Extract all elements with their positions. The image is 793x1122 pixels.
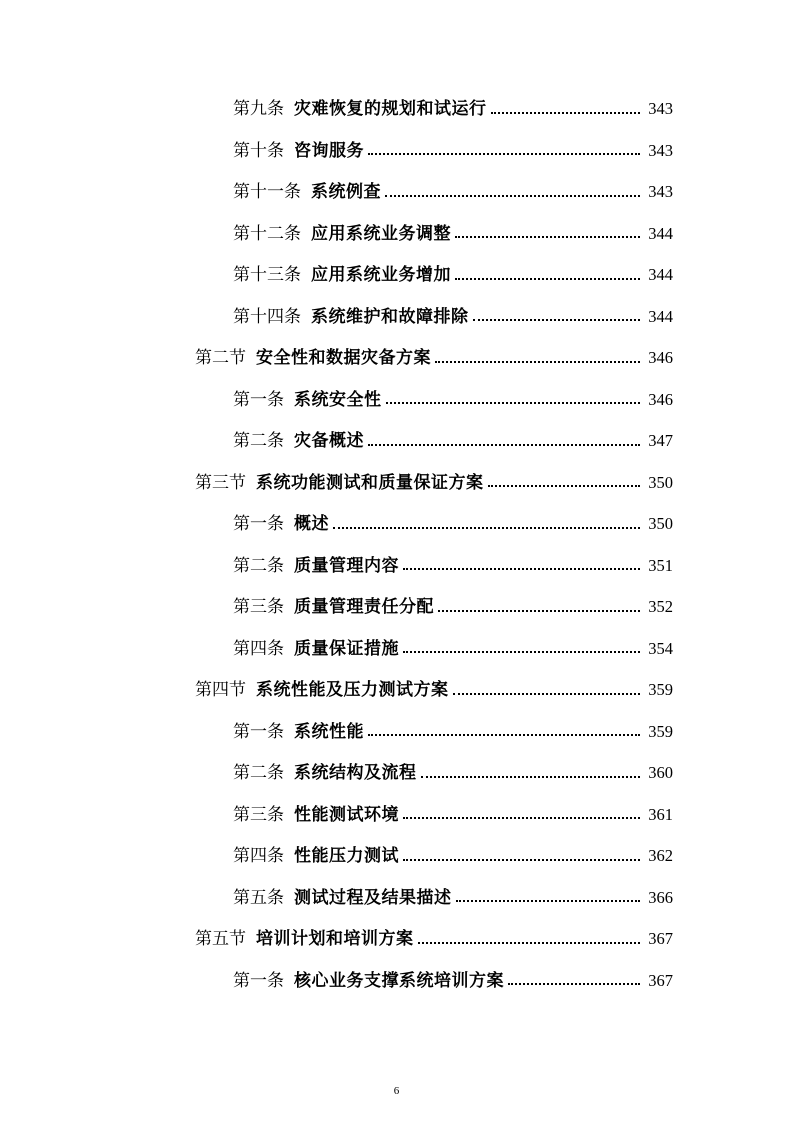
toc-entry-page-number: 359 [648, 680, 673, 699]
toc-entry-title: 系统结构及流程 [294, 763, 417, 783]
toc-entry-label: 第九条 [233, 99, 284, 119]
toc-entry-title: 系统维护和故障排除 [311, 306, 469, 327]
toc-article-entry[interactable] [0, 960, 793, 1002]
dot-leader [438, 609, 640, 612]
dot-leader [403, 858, 640, 861]
toc-entry-page-number: 347 [648, 431, 673, 450]
toc-entry-label: 第三条 [233, 804, 284, 825]
toc-entry-label: 第四条 [233, 638, 284, 659]
toc-entry-title: 应用系统业务增加 [311, 265, 451, 285]
toc-entry-label: 第一条 [233, 514, 284, 534]
toc-entry-page-number: 344 [648, 223, 673, 243]
toc-entry-label: 第十条 [233, 140, 284, 161]
dot-leader [435, 360, 640, 363]
toc-entry-page-number: 362 [648, 846, 673, 865]
dot-leader [491, 111, 641, 114]
toc-article-entry[interactable] [0, 545, 793, 587]
table-of-contents [0, 88, 793, 1001]
toc-entry-label: 第四条 [233, 846, 284, 866]
toc-article-entry[interactable] [0, 711, 793, 753]
toc-entry-title: 质量管理责任分配 [294, 597, 434, 617]
toc-entry-page-number: 343 [648, 99, 673, 118]
dot-leader [386, 401, 641, 404]
toc-entry-label: 第一条 [233, 389, 284, 410]
toc-article-entry[interactable] [0, 88, 793, 130]
toc-entry-page-number: 344 [648, 265, 673, 284]
toc-entry-title: 系统安全性 [294, 389, 382, 410]
toc-entry-label: 第二条 [233, 555, 284, 576]
toc-article-entry[interactable] [0, 379, 793, 421]
dot-leader [368, 443, 640, 446]
toc-entry-title: 概述 [294, 514, 329, 534]
toc-entry-label: 第三节 [195, 472, 246, 493]
toc-entry-title: 系统性能 [294, 721, 364, 742]
page-number: 6 [393, 1085, 400, 1097]
toc-entry-title: 系统功能测试和质量保证方案 [256, 472, 484, 493]
toc-entry-label: 第二条 [233, 763, 284, 783]
toc-article-entry[interactable] [0, 171, 793, 213]
dot-leader [473, 318, 641, 321]
dot-leader [456, 899, 641, 902]
toc-entry-page-number: 361 [648, 804, 673, 824]
toc-article-entry[interactable] [0, 420, 793, 462]
toc-entry-label: 第一条 [233, 721, 284, 742]
toc-entry-page-number: 351 [648, 555, 673, 575]
toc-entry-page-number: 343 [648, 140, 673, 160]
toc-entry-title: 性能测试环境 [294, 804, 399, 825]
toc-entry-label: 第四节 [195, 680, 246, 700]
toc-entry-label: 第二节 [195, 348, 246, 368]
toc-entry-title: 培训计划和培训方案 [256, 929, 414, 949]
toc-entry-title: 核心业务支撑系统培训方案 [294, 970, 504, 991]
toc-entry-title: 系统性能及压力测试方案 [256, 680, 449, 700]
toc-entry-page-number: 360 [648, 763, 673, 782]
dot-leader [385, 194, 640, 197]
dot-leader [333, 526, 640, 529]
toc-section-entry[interactable] [0, 918, 793, 960]
toc-entry-title: 灾难恢复的规划和试运行 [294, 99, 487, 119]
toc-entry-page-number: 350 [648, 472, 673, 492]
toc-entry-title: 灾备概述 [294, 431, 364, 451]
toc-article-entry[interactable] [0, 296, 793, 338]
dot-leader [403, 816, 640, 819]
dot-leader [455, 235, 640, 238]
dot-leader [455, 277, 640, 280]
toc-entry-title: 咨询服务 [294, 140, 364, 161]
toc-entry-title: 系统例查 [311, 182, 381, 202]
dot-leader [421, 775, 641, 778]
toc-article-entry[interactable] [0, 586, 793, 628]
toc-section-entry[interactable] [0, 462, 793, 504]
toc-entry-label: 第二条 [233, 431, 284, 451]
toc-entry-title: 安全性和数据灾备方案 [256, 348, 431, 368]
toc-entry-label: 第三条 [233, 597, 284, 617]
toc-entry-page-number: 346 [648, 389, 673, 409]
toc-article-entry[interactable] [0, 628, 793, 670]
toc-entry-title: 性能压力测试 [294, 846, 399, 866]
toc-entry-label: 第十二条 [233, 223, 301, 244]
dot-leader [508, 982, 640, 985]
toc-entry-page-number: 343 [648, 182, 673, 201]
toc-entry-page-number: 346 [648, 348, 673, 367]
toc-entry-label: 第五节 [195, 929, 246, 949]
toc-article-entry[interactable] [0, 254, 793, 296]
toc-article-entry[interactable] [0, 877, 793, 919]
toc-article-entry[interactable] [0, 503, 793, 545]
dot-leader [418, 941, 641, 944]
dot-leader [368, 733, 640, 736]
toc-article-entry[interactable] [0, 794, 793, 836]
toc-entry-label: 第十四条 [233, 306, 301, 327]
toc-entry-label: 第十三条 [233, 265, 301, 285]
dot-leader [368, 152, 640, 155]
toc-entry-title: 质量管理内容 [294, 555, 399, 576]
toc-entry-label: 第十一条 [233, 182, 301, 202]
toc-entry-page-number: 359 [648, 721, 673, 741]
dot-leader [403, 567, 640, 570]
toc-section-entry[interactable] [0, 337, 793, 379]
toc-section-entry[interactable] [0, 669, 793, 711]
toc-article-entry[interactable] [0, 130, 793, 172]
toc-entry-page-number: 344 [648, 306, 673, 326]
toc-entry-page-number: 367 [648, 970, 673, 990]
dot-leader [453, 692, 641, 695]
toc-article-entry[interactable] [0, 835, 793, 877]
toc-entry-title: 应用系统业务调整 [311, 223, 451, 244]
toc-entry-page-number: 352 [648, 597, 673, 616]
toc-entry-page-number: 366 [648, 887, 673, 907]
dot-leader [403, 650, 640, 653]
toc-entry-page-number: 350 [648, 514, 673, 533]
toc-article-entry[interactable] [0, 752, 793, 794]
toc-entry-page-number: 354 [648, 638, 673, 658]
toc-article-entry[interactable] [0, 213, 793, 255]
toc-entry-title: 质量保证措施 [294, 638, 399, 659]
toc-entry-label: 第一条 [233, 970, 284, 991]
toc-entry-label: 第五条 [233, 887, 284, 908]
toc-entry-page-number: 367 [648, 929, 673, 948]
dot-leader [488, 484, 641, 487]
toc-entry-title: 测试过程及结果描述 [294, 887, 452, 908]
